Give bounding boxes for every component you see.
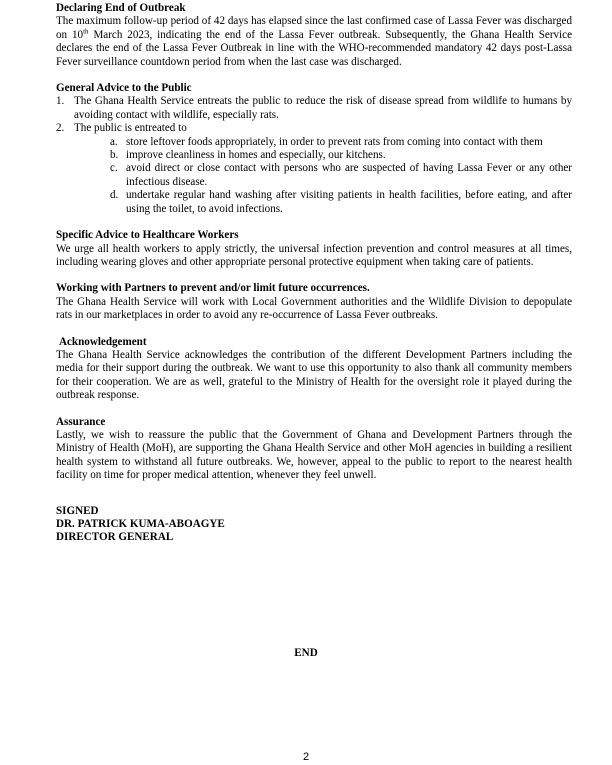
section-partners [56, 282, 572, 322]
section-body: The Ghana Health Service will work with Local Government authorities and the Wildlife Division to depopulate rats in our marketplaces in order to avoid any re-occurrence of Lassa Fever outbreaks. [56, 295, 572, 322]
section-body: Lastly, we wish to reassure the public that the Government of Ghana and Development Partners through the Ministry of Health (MoH), are supporting the Ghana Health Service and other MoH agencies in building a resilient health system to withstand all future outbreaks. We, however, appeal to the public to report to the nearest health facility on time for proper medical attention, whenever they feel unwell. [56, 428, 572, 482]
signed-label: SIGNED [56, 504, 99, 517]
sub-letter: a. [110, 135, 118, 148]
sub-list-item [74, 162, 572, 189]
signature-block [56, 505, 572, 545]
section-heading: Assurance [56, 415, 106, 428]
list-item [56, 95, 572, 122]
section-heading: Specific Advice to Healthcare Workers [56, 229, 239, 242]
sub-list [74, 136, 572, 216]
list-number: 2. [56, 122, 65, 135]
sub-list-item [74, 149, 572, 162]
signatory-name: DR. PATRICK KUMA-ABOAGYE [56, 518, 225, 530]
sub-text: store leftover foods appropriately, in order to prevent rats from coming into contact with them [126, 135, 543, 148]
section-body: We urge all health workers to apply strictly, the universal infection prevention and control measures at all times, including wearing gloves and other appropriate personal protective equipment when taking care of patients. [56, 242, 572, 268]
sub-text: undertake regular hand washing after visiting patients in health facilities, before eating, and after using the toilet, to avoid infections. [126, 189, 572, 215]
sub-list-item [74, 136, 572, 149]
section-healthcare-workers [56, 229, 572, 269]
list-text: The public is entreated to [74, 122, 187, 135]
section-heading: Acknowledgement [59, 335, 147, 348]
sub-text: avoid direct or close contact with persons who are suspected of having Lassa Fever or any other infectious disease. [126, 162, 572, 188]
sub-letter: b. [110, 149, 119, 162]
section-heading: Declaring End of Outbreak [56, 2, 186, 14]
list-text: The Ghana Health Service entreats the public to reduce the risk of disease spread from wildlife to humans by avoiding contact with wildlife, especially rats. [74, 95, 572, 121]
section-assurance [56, 416, 572, 483]
advice-list [56, 95, 572, 216]
document-page [56, 2, 572, 545]
body-text-end: March 2023, indicating the end of the Lassa Fever outbreak. Subsequently, the Ghana Health Service declares the end of the Lassa Fever Outbreak in line with the WHO-recommended mandatory 42 days post-Lassa Fever surveillance countdown period from when the last case was discharged. [56, 28, 572, 68]
end-marker: END [294, 647, 318, 659]
section-heading: Working with Partners to prevent and/or limit future occurrences. [56, 282, 370, 295]
sub-list-item [74, 189, 572, 216]
sub-letter: c. [110, 162, 118, 175]
ordinal-suffix: th [83, 27, 89, 36]
sub-text: improve cleanliness in homes and especially, our kitchens. [126, 149, 386, 162]
section-general-advice [56, 82, 572, 216]
page-number: 2 [302, 751, 310, 763]
section-heading: General Advice to the Public [56, 82, 192, 95]
section-declaring-end [56, 2, 572, 69]
body-text-start: The maximum follow-up period of 42 days has elapsed since the last confirmed case of Lassa Fever was discharged on 10 [56, 15, 572, 41]
sub-letter: d. [110, 189, 119, 202]
section-body: The Ghana Health Service acknowledges the contribution of the different Development Partners including the media for their support during the outbreak. We want to use this opportunity to also thank all community members for their cooperation. We are as well, grateful to the Ministry of Health for the oversight role it played during the outbreak response. [56, 348, 572, 402]
signatory-title: DIRECTOR GENERAL [56, 531, 174, 544]
section-acknowledgement [56, 336, 572, 403]
list-item [56, 122, 572, 216]
section-body [56, 15, 572, 69]
list-number: 1. [56, 95, 65, 108]
